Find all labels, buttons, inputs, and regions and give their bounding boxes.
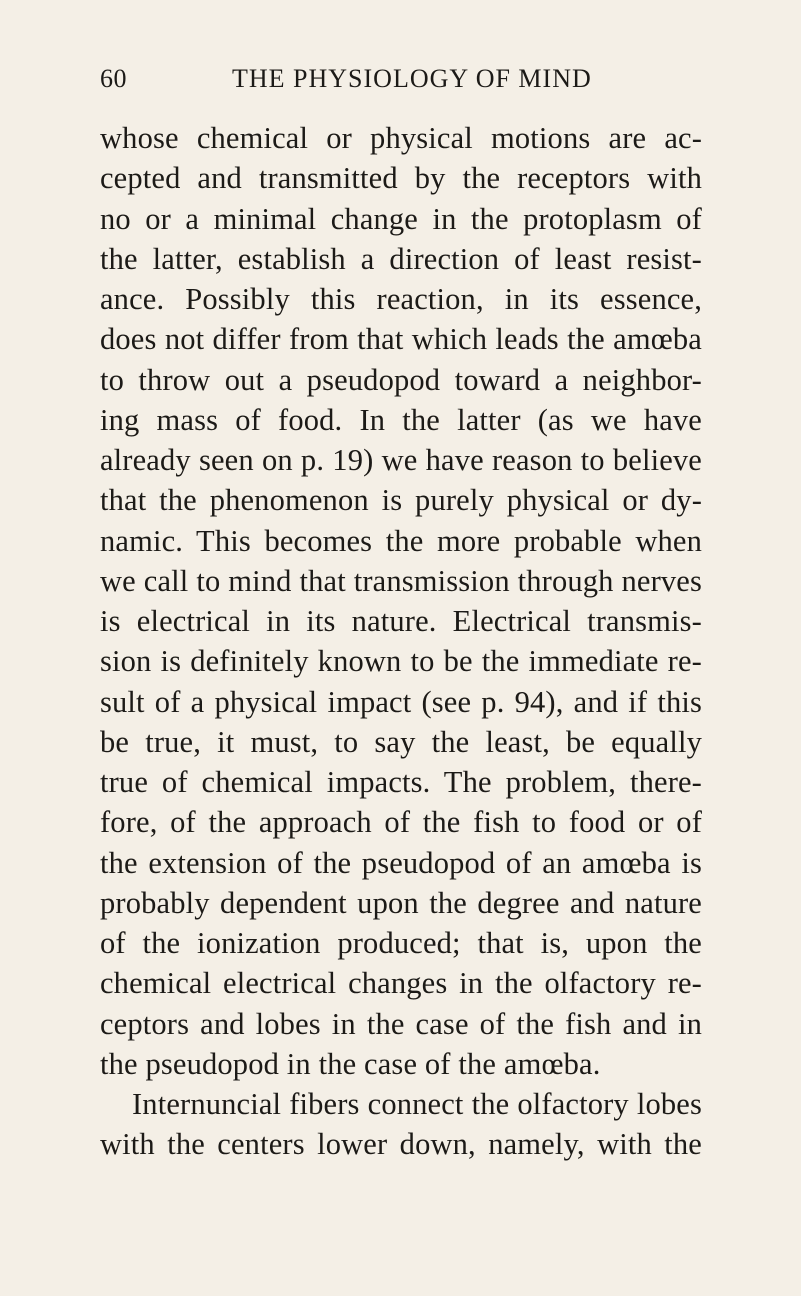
text-line: is electrical in its nature. Electrical transmis-: [100, 604, 702, 638]
text-line: ing mass of food. In the latter (as we have: [100, 402, 702, 437]
text-line: to throw out a pseudopod toward a neighbor-: [100, 362, 702, 397]
paragraph-start-line: Internuncial fibers connect the olfactory lobes: [132, 1087, 702, 1121]
page-header: [100, 64, 800, 100]
text-line: probably dependent upon the degree and nature: [100, 885, 702, 920]
text-line: does not differ from that which leads the amœba: [100, 322, 702, 357]
text-line: with the centers lower down, namely, with the: [100, 1127, 702, 1162]
text-line: that the phenomenon is purely physical or dy-: [100, 483, 702, 518]
text-line: sion is definitely known to be the immediate re-: [100, 644, 702, 679]
text-line: ance. Possibly this reaction, in its essence,: [100, 282, 702, 316]
text-line: of the ionization produced; that is, upon the: [100, 926, 702, 960]
text-line: fore, of the approach of the fish to food or of: [100, 805, 702, 840]
paragraph-end-line: the pseudopod in the case of the amœba.: [100, 1046, 601, 1081]
text-line: the latter, establish a direction of least resist-: [100, 241, 702, 276]
body-text: [100, 118, 702, 1165]
text-line: namic. This becomes the more probable when: [100, 523, 702, 558]
text-line: be true, it must, to say the least, be equally: [100, 724, 702, 759]
text-line: sult of a physical impact (see p. 94), and if this: [100, 684, 702, 719]
page-number: 60: [100, 64, 127, 93]
text-line: the extension of the pseudopod of an amœba is: [100, 845, 702, 880]
text-line: true of chemical impacts. The problem, there-: [100, 765, 702, 799]
text-line: we call to mind that transmission through nerves: [100, 563, 702, 598]
text-line: cepted and transmitted by the receptors with: [100, 161, 702, 196]
text-line: already seen on p. 19) we have reason to believe: [100, 443, 702, 477]
text-line: ceptors and lobes in the case of the fish and in: [100, 1006, 702, 1041]
text-line: chemical electrical changes in the olfactory re-: [100, 966, 702, 1001]
running-head: THE PHYSIOLOGY OF MIND: [232, 64, 592, 93]
text-line: whose chemical or physical motions are ac-: [100, 121, 702, 155]
text-line: no or a minimal change in the protoplasm of: [100, 201, 702, 236]
